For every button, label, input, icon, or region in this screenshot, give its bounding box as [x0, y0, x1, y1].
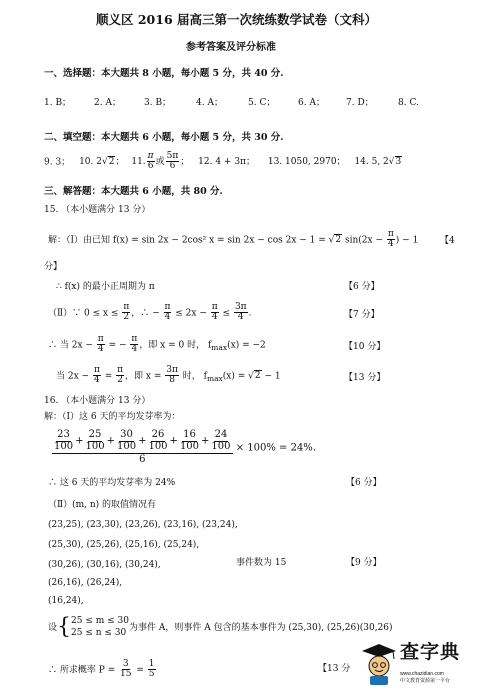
- answer-item: 1. B；: [44, 98, 72, 108]
- q16-pair-line: (26,16), (26,24),: [48, 578, 123, 588]
- q16-score-2: 【9 分】: [346, 558, 382, 568]
- answer-10: 10. 2√2；: [79, 157, 125, 168]
- mascot-icon: [360, 642, 398, 686]
- q16-label: 16. （本小题满分 13 分）: [44, 396, 151, 406]
- answer-13: 13. 1050, 2970；: [267, 157, 346, 168]
- section3-heading: 三、解答题：本大题共 6 小题，共 80 分.: [44, 186, 223, 197]
- q16-event-count: 事件数为 15: [236, 558, 287, 568]
- section2-answers: [44, 152, 402, 172]
- q15-case-2: 当 2x − $\frac{\pi}{4}$ = $\frac{\pi}{2}$ ，即 x = $\frac{3\pi}{8}$ 时， $f_{max}(x) = √2 - 1$: [56, 365, 281, 386]
- answer-item: 4. A；: [196, 98, 223, 108]
- answer-item: 2. A；: [94, 98, 121, 108]
- q15-score-5: 【13 分】: [344, 373, 386, 383]
- q16-pair-line: (16,24),: [48, 596, 84, 606]
- section1-heading: 一、选择题：本大题共 8 小题，每小题 5 分，共 40 分.: [44, 68, 284, 79]
- q15-score-4: 【10 分】: [344, 342, 386, 352]
- watermark-tagline: 中文教育资源第一平台: [400, 678, 451, 684]
- q16-part2: （Ⅱ）(m, n) 的取值情况有: [48, 500, 157, 510]
- answer-item: 6. A；: [298, 98, 325, 108]
- answer-12: 12. 4 + 3π；: [198, 157, 255, 168]
- q15-part2: （Ⅱ）∵ 0 ≤ x ≤ $\frac{\pi}{2}$ ，∴ − $\frac{\pi}{4}$ ≤ 2x − $\frac{\pi}{4}$ ≤ $\frac{3\pi}{4}$ .: [48, 302, 252, 323]
- answer-item: 8. C.: [398, 98, 419, 108]
- chazidian-watermark: [360, 642, 472, 688]
- answer-11: 11. $\frac{\pi}{6}$ 或 $\frac{5\pi}{6}$ ；: [131, 151, 190, 172]
- answer-14: 14. 5, 2√3: [354, 157, 402, 168]
- q16-score-1: 【6 分】: [346, 478, 382, 488]
- page-subtitle: 参考答案及评分标准: [186, 42, 276, 53]
- q15-solution-line: 解：（Ⅰ）由已知 f(x) = sin 2x − 2cos² x = sin 2x − cos 2x − 1 = √2 sin(2x − $\frac{\pi}{4}$ ) − 1: [48, 229, 419, 250]
- answer-item: 7. D；: [346, 98, 374, 108]
- q16-part1: 解：（Ⅰ）这 6 天的平均发芽率为：: [44, 412, 181, 422]
- q15-label: 15. （本小题满分 13 分）: [44, 205, 151, 215]
- q15-period: ∴ f(x) 的最小正周期为 π: [56, 282, 155, 292]
- q16-average-expression: $\frac{23}{100}$ + $\frac{25}{100}$ + $\frac{30}{100}$ + $\frac{26}{100}$ + $\frac{16}{100}$ + $\frac{24}{100}$ 6 × 100% = 24%.: [54, 429, 316, 465]
- answer-item: 5. C；: [248, 98, 276, 108]
- q16-score-3: 【13 分: [318, 664, 351, 674]
- answer-item: 3. B；: [144, 98, 172, 108]
- watermark-url: www.chazidian.com: [400, 671, 444, 677]
- q16-pair-line: (23,25), (23,30), (23,26), (23,16), (23,24),: [48, 520, 238, 530]
- q15-score-1: 【4: [440, 236, 455, 246]
- q15-score-2: 【6 分】: [344, 282, 380, 292]
- q16-event-definition: 设{ 25 ≤ m ≤ 30 25 ≤ n ≤ 30 为事件 A，则事件 A 包含的基本事件为 (25,30), (25,26)(30,26): [48, 614, 393, 640]
- q15-score-3: 【7 分】: [344, 310, 380, 320]
- q16-pair-line: (30,26), (30,16), (30,24),: [48, 560, 161, 570]
- section2-heading: 二、填空题：本大题共 6 小题，每小题 5 分，共 30 分.: [44, 132, 284, 143]
- page-title: 顺义区 2016 届高三第一次统练数学试卷（文科）: [96, 12, 377, 27]
- q16-probability: ∴ 所求概率 P = $\frac{3}{15}$ = $\frac{1}{5}$: [48, 659, 155, 680]
- answer-9: 9. 3；: [44, 157, 71, 168]
- q15-score-1-continued: 分】: [44, 262, 63, 272]
- q16-pair-line: (25,30), (25,26), (25,16), (25,24),: [48, 540, 200, 550]
- q16-average-text: ∴ 这 6 天的平均发芽率为 24%: [48, 478, 176, 488]
- watermark-title: 查字典: [400, 642, 461, 663]
- q15-case-1: ∴ 当 2x − $\frac{\pi}{4}$ = − $\frac{\pi}{4}$ ，即 x = 0 时， $f_{max}(x) = -2$: [48, 334, 266, 355]
